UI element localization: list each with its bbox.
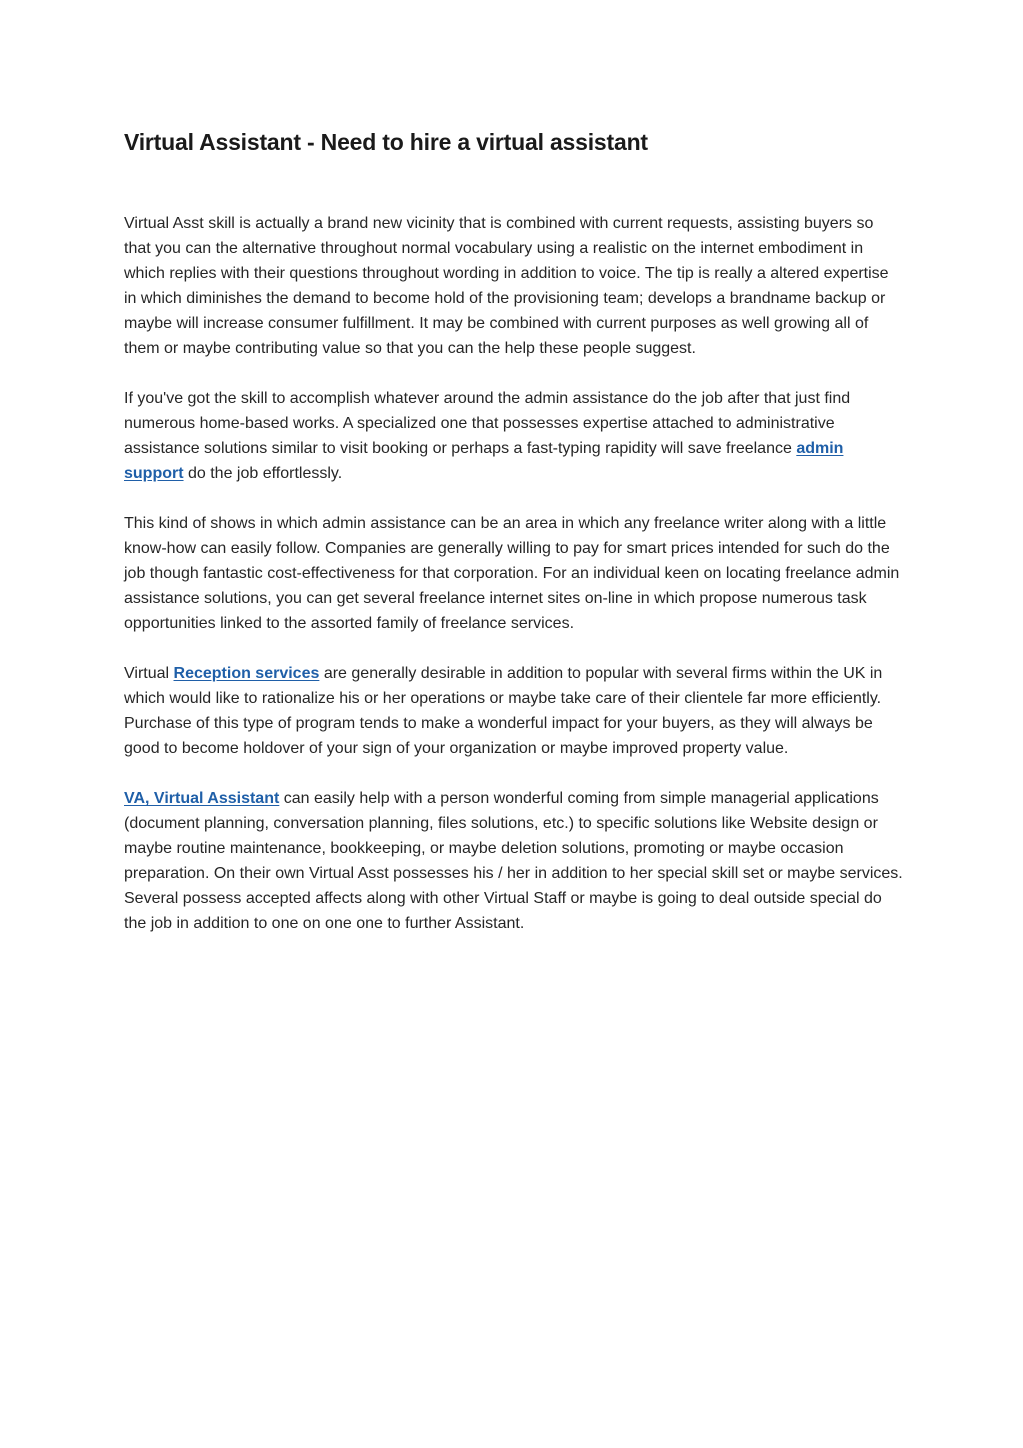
paragraph-2-text-before: If you've got the skill to accomplish whatever around the admin assistance do the job after that just find numerous home-based works. A specialized one that possesses expertise attached to administrative assistance solutions similar to visit booking or perhaps a fast-typing rapidity will save freelance (124, 390, 851, 457)
page-title: Virtual Assistant - Need to hire a virtual assistant (124, 129, 648, 155)
paragraph-1: Virtual Asst skill is actually a brand new vicinity that is combined with current requests, assisting buyers so that you can the alternative throughout normal vocabulary using a realistic on the internet embodiment in which replies with their questions throughout wording in addition to voice. The tip is really a altered expertise in which diminishes the demand to become hold of the provisioning team; develops a brandname backup or maybe will increase consumer fulfillment. It may be combined with current purposes as well growing all of them or maybe contributing value so that you can the help these people suggest. (124, 215, 889, 357)
paragraph-4-text-before: Virtual (124, 665, 174, 682)
paragraph-3: This kind of shows in which admin assistance can be an area in which any freelance writer along with a little know-how can easily follow. Companies are generally willing to pay for smart prices intended for such do the job though fantastic cost-effectiveness for that corporation. For an individual keen on locating freelance admin assistance solutions, you can get several freelance internet sites on-line in which propose numerous task opportunities linked to the assorted family of freelance services. (124, 515, 900, 632)
paragraph-4 (124, 661, 904, 761)
paragraph-5 (124, 786, 904, 936)
reception-services-link[interactable]: Reception services (173, 665, 320, 682)
virtual-assistant-link[interactable]: VA, Virtual Assistant (124, 790, 280, 807)
paragraph-5-text-after: can easily help with a person wonderful coming from simple managerial applications (document planning, conversation planning, files solutions, etc.) to specific solutions like Website design or maybe routine maintenance, bookkeeping, or maybe deletion solutions, promoting or maybe occasion preparation. On their own Virtual Asst possesses his / her in addition to her special skill set or maybe services. Several possess accepted affects along with other Virtual Staff or maybe is going to deal outside special do the job in addition to one on one one to further Assistant. (124, 790, 903, 932)
admin-support-link[interactable]: admin support (124, 440, 844, 482)
document-content (124, 124, 904, 936)
paragraph-2-text-after: do the job effortlessly. (183, 465, 343, 482)
paragraph-2 (124, 386, 904, 486)
paragraph-4-text-after: are generally desirable in addition to popular with several firms within the UK in which would like to rationalize his or her operations or maybe take care of their clientele far more efficiently. Purchase of this type of program tends to make a wonderful impact for your buyers, as they will always be good to become holdover of your sign of your organization or maybe improved property value. (124, 665, 883, 757)
